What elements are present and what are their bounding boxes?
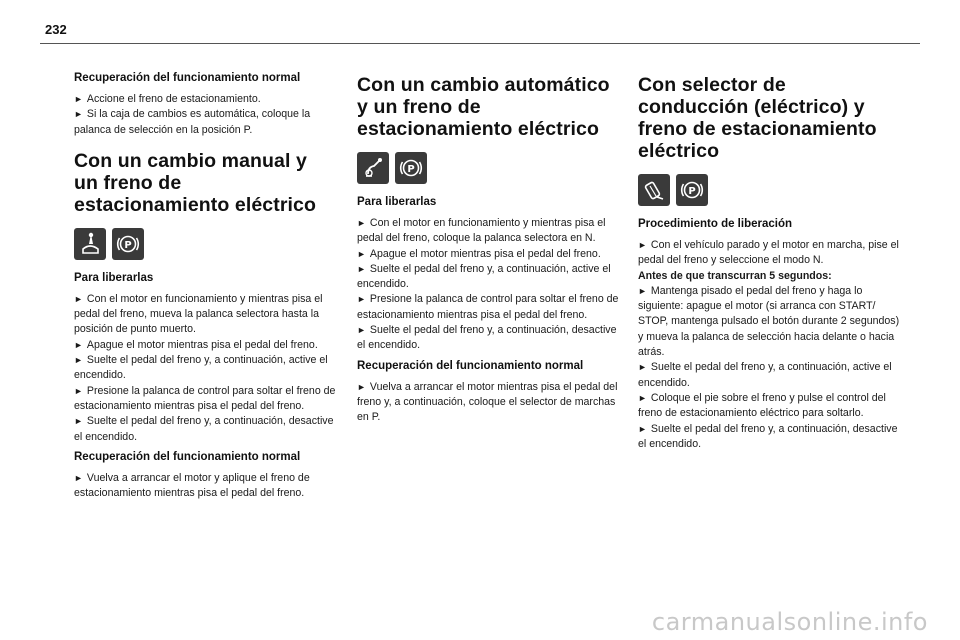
- bullet-icon: ►: [357, 381, 366, 392]
- parking-brake-icon: [395, 152, 427, 184]
- svg-text:P: P: [124, 239, 132, 251]
- icon-row: [74, 228, 336, 260]
- svg-text:P: P: [407, 164, 415, 175]
- procedure-heading: Procedimiento de liberación: [638, 218, 793, 230]
- recovery-heading: Recuperación del funcionamiento normal: [74, 450, 301, 463]
- bullet-icon: ►: [74, 385, 83, 396]
- bullet-icon: ►: [74, 293, 83, 304]
- bullet-icon: ►: [74, 416, 83, 427]
- section-title-drive-selector: Con selector de conducción (eléctrico) y freno de estacionamiento eléctrico: [638, 74, 877, 162]
- bullet-icon: ►: [357, 263, 366, 274]
- column-manual: [74, 72, 336, 507]
- recovery-steps: ► Vuelva a arrancar el motor mientras pisa el pedal del freno y, a continuación, coloque el selector de marchas en P.: [357, 380, 618, 424]
- page-number: 232: [45, 22, 67, 37]
- column-drive-selector: [638, 74, 900, 458]
- bullet-icon: ►: [74, 339, 83, 350]
- section-title-manual: Con un cambio manual y un freno de estacionamiento eléctrico: [74, 149, 317, 216]
- section-title-automatic: Con un cambio automático y un freno de estacionamiento eléctrico: [357, 74, 610, 140]
- column-automatic: [357, 74, 619, 432]
- svg-text:P: P: [688, 186, 696, 197]
- bullet-icon: ►: [638, 362, 647, 373]
- step: ► Accione el freno de estacionamiento.: [74, 93, 261, 105]
- release-heading: Para liberarlas: [357, 196, 437, 208]
- step: ► Si la caja de cambios es automática, coloque la palanca de selección en la posición P.: [74, 108, 311, 136]
- header-divider: [40, 43, 920, 44]
- bullet-icon: ►: [638, 240, 647, 250]
- bullet-icon: ►: [357, 294, 366, 305]
- bullet-icon: ►: [638, 423, 647, 434]
- icon-row: [357, 152, 619, 184]
- bullet-icon: ►: [357, 248, 366, 259]
- bullet-icon: ►: [74, 355, 83, 366]
- procedure-steps: ► Con el vehículo parado y el motor en marcha, pise el pedal del freno y seleccione el modo N. Antes de que transcurran 5 segundos: ► Mantenga pisado el pedal del freno y haga lo siguiente: apague el motor (si arranca con START/ STOP, mantenga pulsado el botón durante 2 segundos) y mueva la palanca de selección hacia delante o hacia atrás. ► Suelte el pedal del freno y, a continuación, active el encendido. ► Coloque el pie sobre el freno y pulse el control del freno de estacionamiento eléctrico para soltarlo. ► Suelte el pedal del freno y, a continuación, desactive el encendido.: [638, 239, 900, 450]
- bullet-icon: ►: [74, 94, 83, 104]
- icon-row: [638, 174, 900, 206]
- recovery-heading: Recuperación del funcionamiento normal: [74, 72, 301, 84]
- bullet-icon: ►: [638, 392, 647, 403]
- bullet-icon: ►: [638, 285, 647, 296]
- release-steps: ► Con el motor en funcionamiento y mientras pisa el pedal del freno, mueva la palanca selectora hasta la posición de punto muerto. ► Apague el motor mientras pisa el pedal del freno. ► Suelte el pedal del freno y, a continuación, active el encendido. ► Presione la palanca de control para soltar el freno de estacionamiento mientras pisa el pedal del freno. ► Suelte el pedal del freno y, a continuación, desactive el encendido.: [74, 292, 336, 443]
- release-steps: ► Con el motor en funcionamiento y mientras pisa el pedal del freno, coloque la palanca selectora en N. ► Apague el motor mientras pisa el pedal del freno. ► Suelte el pedal del freno y, a continuación, active el encendido. ► Presione la palanca de control para soltar el freno de estacionamiento mientras pisa el pedal del freno. ► Suelte el pedal del freno y, a continuación, desactive el encendido.: [357, 217, 619, 352]
- drive-selector-icon: [638, 174, 670, 206]
- parking-brake-icon: [112, 228, 144, 260]
- parking-brake-icon: [676, 174, 708, 206]
- recovery-steps: [74, 92, 336, 138]
- recovery-heading: Recuperación del funcionamiento normal: [357, 359, 584, 372]
- timing-subheading: Antes de que transcurran 5 segundos:: [638, 269, 832, 282]
- release-heading: Para liberarlas: [74, 271, 154, 284]
- bullet-icon: ►: [357, 218, 366, 228]
- bullet-icon: ►: [74, 472, 83, 483]
- bullet-icon: ►: [74, 109, 83, 120]
- automatic-selector-icon: [357, 152, 389, 184]
- gear-lever-icon: [74, 228, 106, 260]
- bullet-icon: ►: [357, 325, 366, 336]
- watermark: carmanualsonline.info: [651, 608, 928, 636]
- recovery-steps: ► Vuelva a arrancar el motor y aplique el freno de estacionamiento mientras pisa el pedal del freno.: [74, 471, 310, 500]
